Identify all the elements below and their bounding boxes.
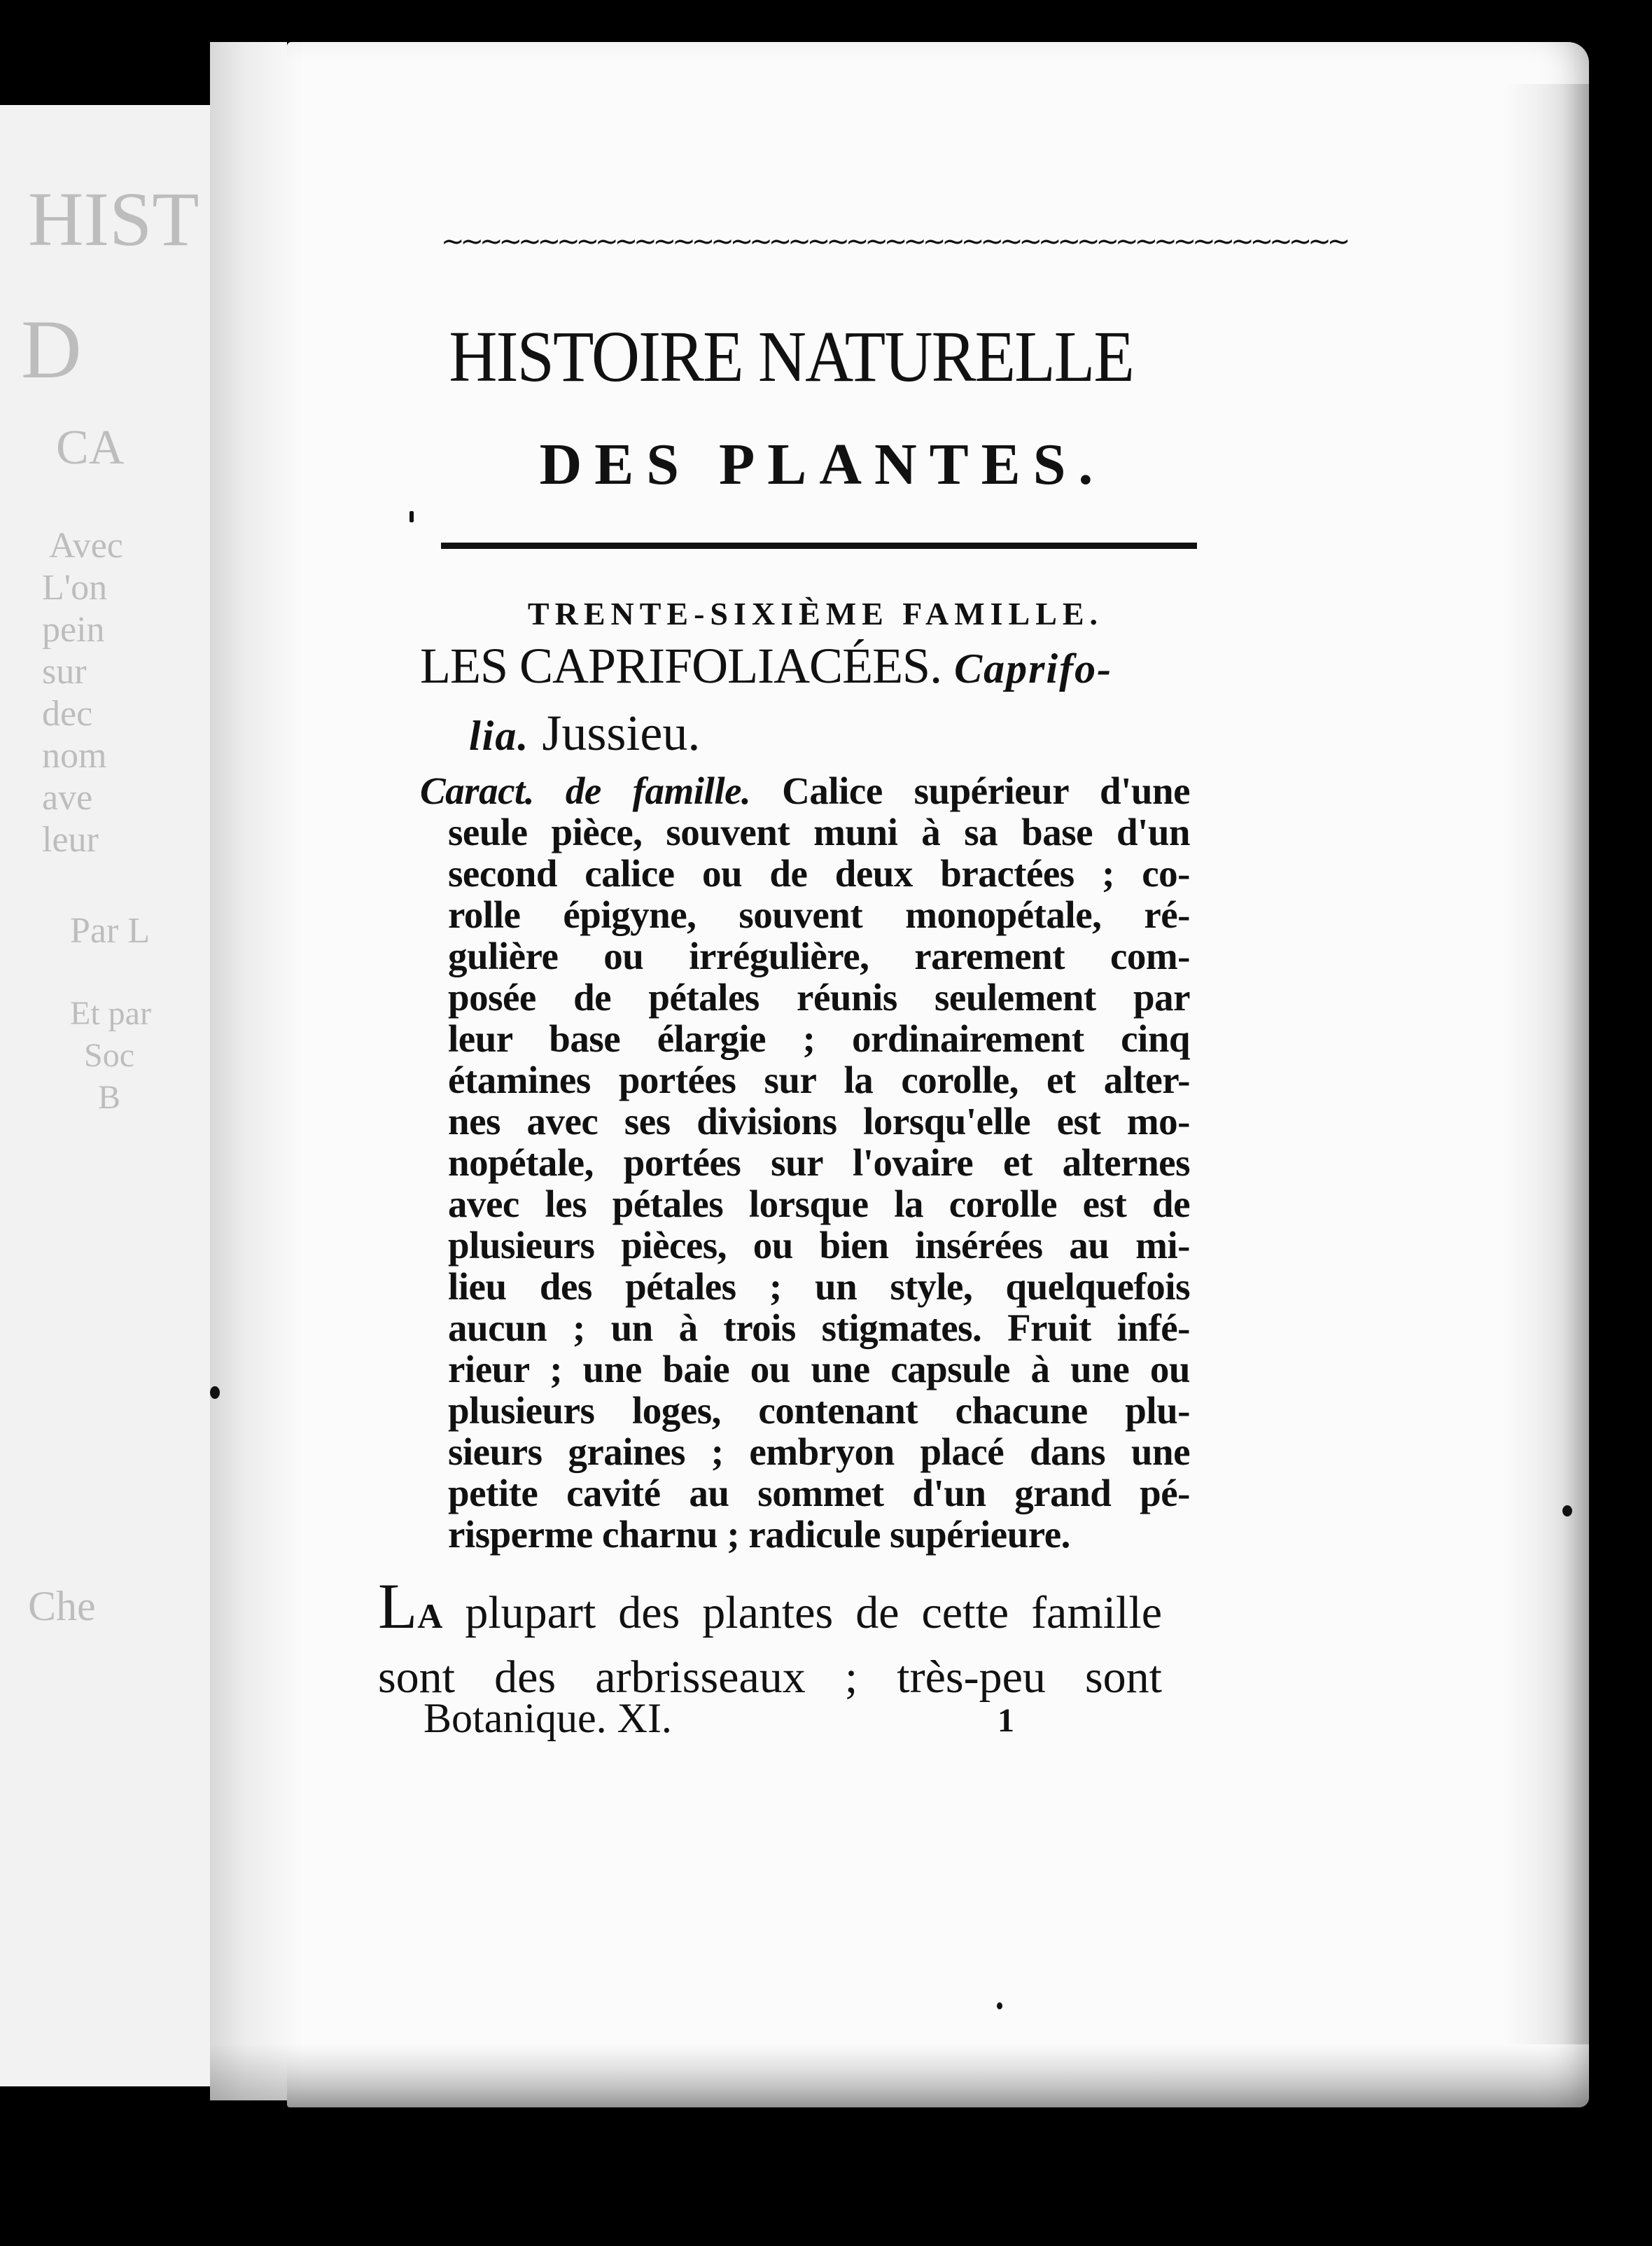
- signature-mark: Botanique. XI.: [424, 1695, 672, 1741]
- author-name: Jussieu.: [542, 705, 701, 761]
- ghost-text: ave: [42, 778, 93, 818]
- caract-line: second calice ou de deux bractées ; co-: [448, 852, 1190, 895]
- ghost-text: Avec: [49, 526, 123, 566]
- page-title: HISTOIRE NATURELLE: [449, 316, 1134, 397]
- ghost-text: Che: [28, 1583, 96, 1629]
- page-subtitle: DES PLANTES.: [539, 432, 1106, 497]
- caract-line: nopétale, portées sur l'ovaire et alternes: [448, 1141, 1190, 1184]
- ghost-text: D: [21, 302, 82, 396]
- caract-line: rolle épigyne, souvent monopétale, ré-: [448, 893, 1190, 936]
- caract-line: lieu des pétales ; un style, quelquefois: [448, 1265, 1190, 1308]
- caract-line: aucun ; un à trois stigmates. Fruit infé-: [448, 1306, 1190, 1349]
- family-name: LES CAPRIFOLIACÉES.: [420, 638, 942, 694]
- page-bottom-shadow: [210, 2044, 1589, 2107]
- ink-speck: [410, 511, 414, 522]
- ghost-text: Et par: [70, 995, 151, 1032]
- ghost-text: Par L: [70, 911, 150, 951]
- page-number: 1: [997, 1702, 1014, 1739]
- caract-line: sieurs graines ; embryon placé dans une: [448, 1430, 1190, 1473]
- horizontal-rule: [441, 543, 1197, 549]
- latin-name-part2: lia.: [469, 713, 530, 759]
- ghost-text: L'on: [42, 568, 108, 608]
- ink-speck: [210, 1386, 220, 1399]
- caract-line: nes avec ses divisions lorsqu'elle est mo-: [448, 1100, 1190, 1143]
- caract-line: petite cavité au sommet d'un grand pé-: [448, 1472, 1190, 1514]
- caract-line: plusieurs loges, contenant chacune plu-: [448, 1389, 1190, 1432]
- ghost-text: B: [98, 1079, 121, 1116]
- caract-line: risperme charnu ; radicule supérieure.: [448, 1513, 1070, 1556]
- ornamental-rule: ~~~~~~~~~~~~~~~~~~~~~~~~~~~~~~~~~~~~~~~~~~~~~~~: [441, 225, 1347, 258]
- ghost-text: pein: [42, 610, 105, 650]
- ghost-text: sur: [42, 652, 87, 692]
- latin-name-part1: Caprifo-: [954, 646, 1113, 692]
- caract-line: posée de pétales réunis seulement par: [448, 976, 1190, 1019]
- family-characteristics: [420, 770, 1190, 1555]
- book-gutter: [210, 42, 287, 2100]
- page-edge-shadow: [1505, 84, 1589, 2044]
- ink-speck: [997, 2002, 1002, 2009]
- caract-line: rieur ; une baie ou une capsule à une ou: [448, 1348, 1190, 1390]
- family-number: TRENTE-SIXIÈME FAMILLE.: [527, 596, 1104, 632]
- caract-line: leur base élargie ; ordinairement cinq: [448, 1017, 1190, 1060]
- caract-line: avec les pétales lorsque la corolle est de: [448, 1183, 1190, 1225]
- small-cap: A: [417, 1596, 443, 1635]
- caract-label: Caract. de famille.: [420, 769, 751, 812]
- caract-line: plusieurs pièces, ou bien insérées au mi-: [448, 1224, 1190, 1267]
- ghost-text: nom: [42, 736, 107, 776]
- ink-speck: [1562, 1505, 1572, 1516]
- body-line: sont des arbrisseaux ; très-peu sont: [378, 1652, 1162, 1703]
- caract-line: Caract. de famille. Calice supérieur d'une: [420, 769, 1191, 812]
- body-line: LA plupart des plantes de cette famille: [378, 1570, 1162, 1642]
- caract-line: gulière ou irrégulière, rarement com-: [448, 935, 1190, 977]
- ghost-text: CA: [56, 421, 125, 475]
- ghost-text: leur: [42, 820, 99, 860]
- ghost-text: Soc: [84, 1037, 134, 1074]
- ghost-text: dec: [42, 694, 93, 734]
- family-heading: [420, 634, 1204, 768]
- caract-line: seule pièce, souvent muni à sa base d'un: [448, 811, 1190, 853]
- ghost-text: HIST: [28, 176, 200, 262]
- caract-line: étamines portées sur la corolle, et alter-: [448, 1059, 1190, 1101]
- drop-cap: L: [378, 1570, 418, 1642]
- facing-page: [0, 105, 214, 2086]
- body-paragraph: [378, 1570, 1162, 1708]
